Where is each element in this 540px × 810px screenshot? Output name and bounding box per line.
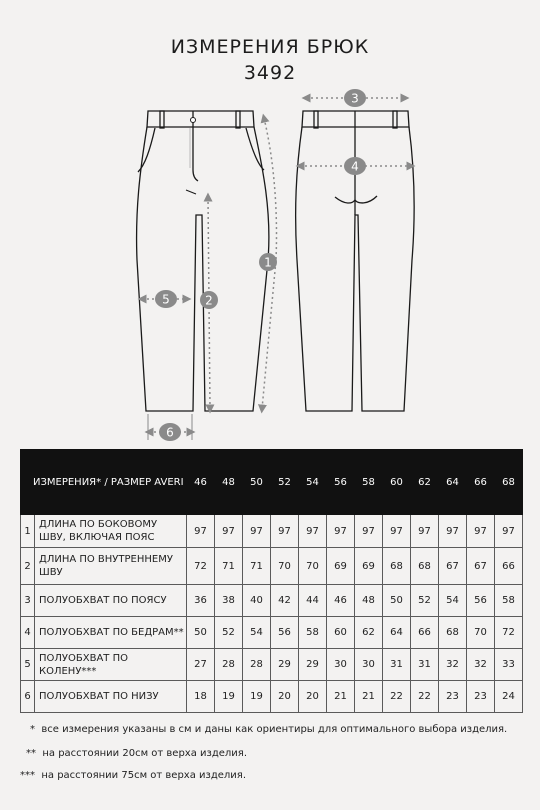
- size-header: 52: [271, 450, 299, 515]
- table-cell: 66: [411, 617, 439, 649]
- table-cell: 60: [327, 617, 355, 649]
- back-view: [296, 111, 415, 411]
- table-cell: 97: [215, 515, 243, 548]
- table-cell: 23: [439, 681, 467, 713]
- row-label: ДЛИНА ПО БОКОВОМУ ШВУ, ВКЛЮЧАЯ ПОЯС: [35, 515, 187, 548]
- table-cell: 28: [243, 649, 271, 681]
- table-cell: 36: [187, 585, 215, 617]
- table-cell: 32: [467, 649, 495, 681]
- row-label: ДЛИНА ПО ВНУТРЕННЕМУ ШВУ: [35, 548, 187, 585]
- table-cell: 46: [327, 585, 355, 617]
- table-cell: 97: [187, 515, 215, 548]
- table-cell: 97: [467, 515, 495, 548]
- table-cell: 70: [299, 548, 327, 585]
- table-cell: 97: [271, 515, 299, 548]
- table-cell: 68: [439, 617, 467, 649]
- footnote-2: ** на расстоянии 20см от верха изделия.: [26, 748, 248, 759]
- table-cell: 38: [215, 585, 243, 617]
- row-number: 2: [21, 548, 35, 585]
- marker-3: [344, 89, 366, 107]
- table-row: [21, 515, 523, 548]
- table-cell: 69: [355, 548, 383, 585]
- model-number: 3492: [243, 62, 297, 84]
- table-cell: 62: [355, 617, 383, 649]
- table-cell: 71: [243, 548, 271, 585]
- table-cell: 27: [187, 649, 215, 681]
- table-cell: 97: [411, 515, 439, 548]
- size-header: 66: [467, 450, 495, 515]
- table-header-row: [21, 450, 523, 515]
- table-cell: 23: [467, 681, 495, 713]
- size-header: 58: [355, 450, 383, 515]
- row-number: 5: [21, 649, 35, 681]
- size-header: 54: [299, 450, 327, 515]
- marker-1: [259, 253, 277, 271]
- svg-text:3: 3: [351, 91, 359, 106]
- table-cell: 72: [495, 617, 523, 649]
- table-cell: 22: [411, 681, 439, 713]
- table-cell: 64: [383, 617, 411, 649]
- row-label: ПОЛУОБХВАТ ПО НИЗУ: [35, 681, 187, 713]
- table-cell: 54: [243, 617, 271, 649]
- svg-text:1: 1: [264, 255, 272, 270]
- row-number: 3: [21, 585, 35, 617]
- svg-text:4: 4: [351, 159, 359, 174]
- table-cell: 48: [355, 585, 383, 617]
- table-cell: 42: [271, 585, 299, 617]
- size-header: 62: [411, 450, 439, 515]
- row-number: 6: [21, 681, 35, 713]
- marker-6: [159, 423, 181, 441]
- table-cell: 20: [299, 681, 327, 713]
- table-cell: 21: [355, 681, 383, 713]
- table-cell: 29: [271, 649, 299, 681]
- table-cell: 31: [383, 649, 411, 681]
- table-cell: 70: [467, 617, 495, 649]
- table-cell: 97: [495, 515, 523, 548]
- table-cell: 20: [271, 681, 299, 713]
- table-cell: 31: [411, 649, 439, 681]
- size-header: 46: [187, 450, 215, 515]
- row-label: ПОЛУОБХВАТ ПО ПОЯСУ: [35, 585, 187, 617]
- table-cell: 72: [187, 548, 215, 585]
- table-cell: 54: [439, 585, 467, 617]
- table-cell: 97: [327, 515, 355, 548]
- table-cell: 56: [467, 585, 495, 617]
- table-cell: 66: [495, 548, 523, 585]
- footnote-3: *** на расстоянии 75см от верха изделия.: [20, 770, 247, 781]
- header-label: ИЗМЕРЕНИЯ* / РАЗМЕР AVERI: [21, 450, 187, 515]
- table-cell: 19: [243, 681, 271, 713]
- svg-text:6: 6: [166, 425, 174, 440]
- table-cell: 33: [495, 649, 523, 681]
- table-row: [21, 617, 523, 649]
- footnote-1: * все измерения указаны в см и даны как ориентиры для оптимального выбора изделия.: [30, 724, 508, 735]
- table-cell: 69: [327, 548, 355, 585]
- size-header: 50: [243, 450, 271, 515]
- table-cell: 24: [495, 681, 523, 713]
- table-cell: 70: [271, 548, 299, 585]
- table-cell: 56: [271, 617, 299, 649]
- marker-2: [200, 291, 218, 309]
- marker-5: [155, 290, 177, 308]
- table-cell: 28: [215, 649, 243, 681]
- svg-text:5: 5: [162, 292, 170, 307]
- table-cell: 67: [467, 548, 495, 585]
- size-header: 48: [215, 450, 243, 515]
- table-cell: 30: [327, 649, 355, 681]
- table-row: [21, 585, 523, 617]
- row-label: ПОЛУОБХВАТ ПО КОЛЕНУ***: [35, 649, 187, 681]
- table-cell: 67: [439, 548, 467, 585]
- table-cell: 50: [187, 617, 215, 649]
- table-cell: 50: [383, 585, 411, 617]
- table-row: [21, 681, 523, 713]
- table-cell: 58: [495, 585, 523, 617]
- size-table: [20, 449, 523, 713]
- page-title: ИЗМЕРЕНИЯ БРЮК: [170, 36, 370, 58]
- table-cell: 52: [215, 617, 243, 649]
- size-header: 56: [327, 450, 355, 515]
- table-cell: 97: [439, 515, 467, 548]
- row-number: 4: [21, 617, 35, 649]
- row-label: ПОЛУОБХВАТ ПО БЕДРАМ**: [35, 617, 187, 649]
- table-cell: 68: [411, 548, 439, 585]
- table-cell: 97: [243, 515, 271, 548]
- table-cell: 29: [299, 649, 327, 681]
- row-number: 1: [21, 515, 35, 548]
- table-cell: 22: [383, 681, 411, 713]
- size-header: 68: [495, 450, 523, 515]
- table-cell: 97: [299, 515, 327, 548]
- table-cell: 18: [187, 681, 215, 713]
- front-view: [137, 111, 269, 411]
- table-cell: 97: [383, 515, 411, 548]
- table-cell: 58: [299, 617, 327, 649]
- table-cell: 19: [215, 681, 243, 713]
- marker-4: [344, 157, 366, 175]
- table-cell: 71: [215, 548, 243, 585]
- table-cell: 44: [299, 585, 327, 617]
- table-cell: 40: [243, 585, 271, 617]
- table-cell: 32: [439, 649, 467, 681]
- size-header: 60: [383, 450, 411, 515]
- table-cell: 97: [355, 515, 383, 548]
- table-cell: 52: [411, 585, 439, 617]
- table-row: [21, 548, 523, 585]
- table-row: [21, 649, 523, 681]
- size-header: 64: [439, 450, 467, 515]
- table-cell: 21: [327, 681, 355, 713]
- svg-text:2: 2: [205, 293, 213, 308]
- table-cell: 30: [355, 649, 383, 681]
- table-cell: 68: [383, 548, 411, 585]
